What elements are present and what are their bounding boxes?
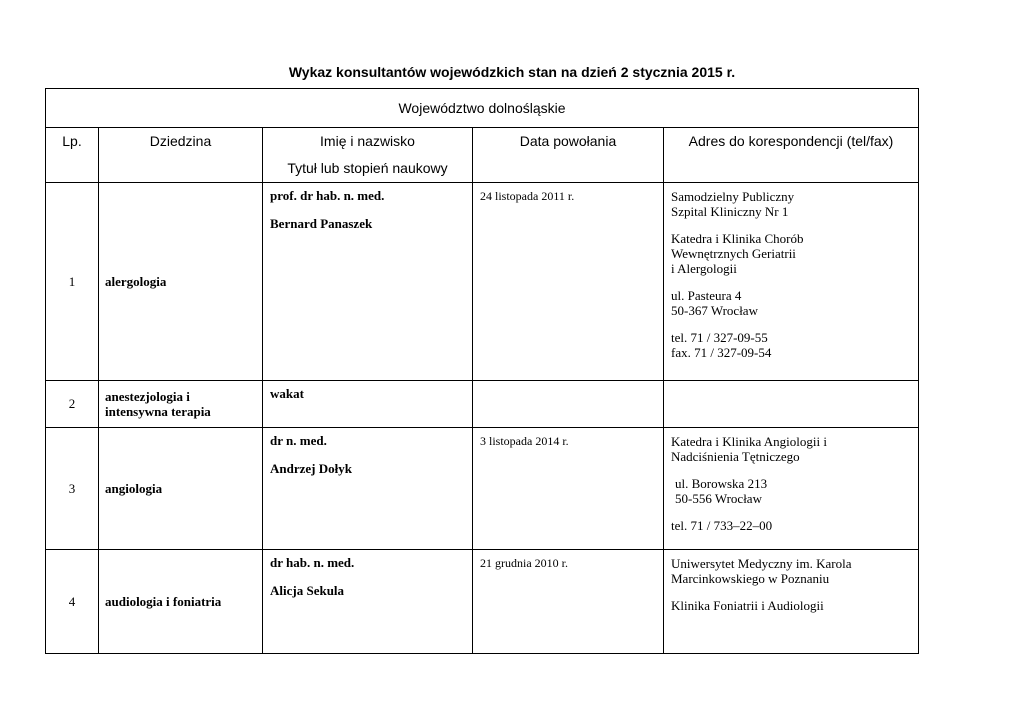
- address-line: Katedra i Klinika Chorób: [671, 231, 804, 246]
- fax-line: fax. 71 / 327-09-54: [671, 345, 772, 360]
- person-name: Bernard Panaszek: [270, 216, 373, 231]
- person-name: Alicja Sekula: [270, 583, 345, 598]
- header-name-label: Imię i nazwisko: [320, 133, 415, 149]
- row-field: [99, 381, 263, 428]
- table-header-row: [46, 128, 919, 183]
- header-degree-label: Tytuł lub stopień naukowy: [287, 160, 448, 176]
- row-date: 21 grudnia 2010 r.: [473, 550, 664, 654]
- person-title: prof. dr hab. n. med.: [270, 188, 385, 203]
- address-line: Szpital Kliniczny Nr 1: [671, 204, 789, 219]
- row-person: [263, 381, 473, 428]
- person-title: wakat: [270, 386, 304, 401]
- address-line: 50-367 Wrocław: [671, 303, 758, 318]
- address-line: ul. Borowska 213: [675, 476, 768, 491]
- row-lp: 3: [46, 428, 99, 550]
- header-lp: Lp.: [46, 128, 99, 183]
- table-row: [46, 550, 919, 654]
- address-line: Marcinkowskiego w Poznaniu: [671, 571, 830, 586]
- address-line: ul. Pasteura 4: [671, 288, 742, 303]
- row-address: [664, 550, 919, 654]
- row-date: [473, 381, 664, 428]
- table-row: [46, 381, 919, 428]
- address-line: 50-556 Wrocław: [675, 491, 762, 506]
- address-line: Klinika Foniatrii i Audiologii: [671, 598, 824, 613]
- row-lp: 4: [46, 550, 99, 654]
- row-field: alergologia: [99, 183, 263, 381]
- table-row: [46, 183, 919, 381]
- person-title: dr hab. n. med.: [270, 555, 355, 570]
- address-line: Samodzielny Publiczny: [671, 189, 795, 204]
- row-address: [664, 428, 919, 550]
- row-field: audiologia i foniatria: [99, 550, 263, 654]
- region-header: Województwo dolnośląskie: [46, 89, 919, 128]
- field-line: intensywna terapia: [105, 404, 211, 419]
- address-line: i Alergologii: [671, 261, 737, 276]
- consultants-table: [45, 88, 919, 654]
- row-date: 24 listopada 2011 r.: [473, 183, 664, 381]
- header-address: Adres do korespondencji (tel/fax): [664, 128, 919, 183]
- phone-line: tel. 71 / 327-09-55: [671, 330, 768, 345]
- row-field: angiologia: [99, 428, 263, 550]
- row-lp: 1: [46, 183, 99, 381]
- row-person: [263, 550, 473, 654]
- row-person: [263, 183, 473, 381]
- row-address: [664, 381, 919, 428]
- table-row: [46, 428, 919, 550]
- address-line: Katedra i Klinika Angiologii i: [671, 434, 827, 449]
- address-line: Uniwersytet Medyczny im. Karola: [671, 556, 852, 571]
- document-title: Wykaz konsultantów wojewódzkich stan na dzień 2 stycznia 2015 r.: [288, 64, 736, 80]
- person-name: Andrzej Dołyk: [270, 461, 352, 476]
- row-address: [664, 183, 919, 381]
- address-line: Nadciśnienia Tętniczego: [671, 449, 800, 464]
- row-person: [263, 428, 473, 550]
- row-date: 3 listopada 2014 r.: [473, 428, 664, 550]
- phone-line: tel. 71 / 733–22–00: [671, 518, 773, 533]
- person-title: dr n. med.: [270, 433, 327, 448]
- field-line: anestezjologia i: [105, 389, 190, 404]
- header-name: [263, 128, 473, 183]
- header-field: Dziedzina: [99, 128, 263, 183]
- row-lp: 2: [46, 381, 99, 428]
- address-line: Wewnętrznych Geriatrii: [671, 246, 796, 261]
- header-date: Data powołania: [473, 128, 664, 183]
